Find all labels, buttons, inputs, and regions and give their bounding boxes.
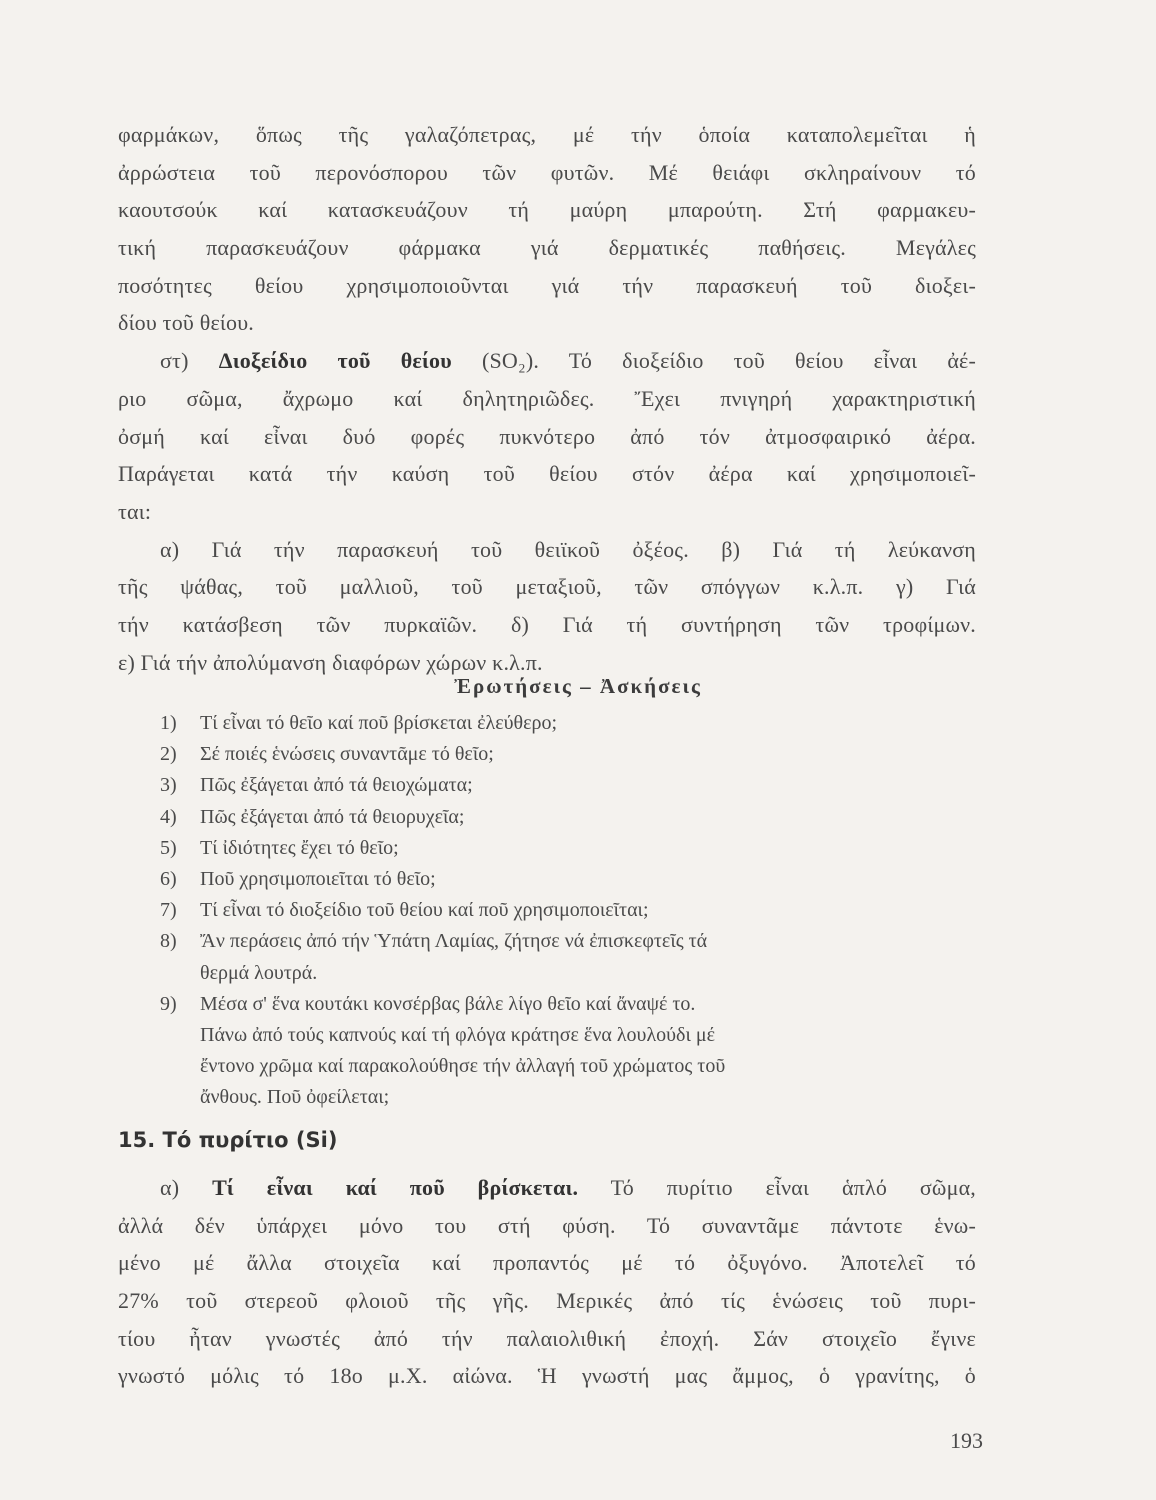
question-number: 4)	[160, 805, 177, 828]
question-continuation	[160, 1051, 960, 1082]
text-line	[118, 1169, 976, 1207]
question-item	[160, 926, 960, 957]
text-line: ριο σῶμα, ἄχρωμο καί δηλητηριῶδες. Ἔχει πνιγηρή χαρακτηριστική	[118, 385, 976, 411]
text-line: ται:	[118, 498, 152, 524]
question-text: Ἄν περάσεις ἀπό τήν Ὑπάτη Λαμίας, ζήτησε νά ἐπισκεφτεῖς τά	[200, 930, 708, 953]
question-text: Πῶς ἐξάγεται ἀπό τά θειοχώματα;	[200, 774, 473, 797]
section-heading: 15. Τό πυρίτιο (Si)	[118, 1128, 338, 1152]
text-line	[118, 342, 976, 380]
question-continuation	[160, 1020, 960, 1051]
question-number: 1)	[160, 712, 177, 734]
text-line: τίου ἦταν γνωστές ἀπό τήν παλαιολιθική ἐποχή. Σάν στοιχεῖο ἔγινε	[118, 1325, 976, 1351]
text-line: ε) Γιά τήν ἀπολύμανση διαφόρων χώρων κ.λ.π.	[118, 649, 543, 675]
question-item	[160, 989, 960, 1020]
text-line: καουτσούκ καί κατασκευάζουν τή μαύρη μπαρούτη. Στή φαρμακευ-	[118, 197, 976, 223]
text-line: ποσότητες θείου χρησιμοποιοῦνται γιά τήν παρασκευή τοῦ διοξει-	[118, 272, 976, 298]
question-item	[160, 708, 960, 739]
text-span: Τό πυρίτιο εἶναι ἁπλό σῶμα,	[578, 1175, 977, 1200]
text-line: μένο μέ ἄλλα στοιχεῖα καί προπαντός μέ τό ὀξυγόνο. Ἀποτελεῖ τό	[118, 1250, 976, 1276]
question-item	[160, 802, 960, 833]
question-continuation	[160, 958, 960, 989]
question-item	[160, 739, 960, 770]
text-line: γνωστό μόλις τό 18ο μ.Χ. αἰώνα. Ἡ γνωστή μας ἄμμος, ὁ γρανίτης, ὁ	[118, 1363, 976, 1389]
question-text: Τί ἰδιότητες ἔχει τό θεῖο;	[200, 836, 399, 859]
question-text: Πῶς ἐξάγεται ἀπό τά θειορυχεῖα;	[200, 805, 465, 828]
question-text: ἄνθους. Ποῦ ὀφείλεται;	[200, 1086, 390, 1109]
questions-list	[160, 708, 960, 1113]
question-item	[160, 770, 960, 801]
term-bold: Διοξείδιο τοῦ θείου	[218, 348, 452, 374]
item-marker: στ)	[160, 348, 219, 374]
text-line: ἀλλά δέν ὑπάρχει μόνο του στή φύση. Τό συναντᾶμε πάντοτε ἑνω-	[118, 1212, 976, 1238]
item-marker: α)	[160, 1175, 213, 1200]
question-number: 2)	[160, 743, 177, 766]
question-text: Σέ ποιές ἑνώσεις συναντᾶμε τό θεῖο;	[200, 743, 494, 766]
question-item	[160, 833, 960, 864]
text-line: τῆς ψάθας, τοῦ μαλλιοῦ, τοῦ μεταξιοῦ, τῶν σπόγγων κ.λ.π. γ) Γιά	[118, 574, 976, 600]
question-text: ἔντονο χρῶμα καί παρακολούθησε τήν ἀλλαγή τοῦ χρώματος τοῦ	[200, 1055, 726, 1078]
question-text: Ποῦ χρησιμοποιεῖται τό θεῖο;	[200, 867, 436, 890]
question-number: 5)	[160, 836, 177, 859]
question-number: 9)	[160, 992, 177, 1015]
text-line: 27% τοῦ στερεοῦ φλοιοῦ τῆς γῆς. Μερικές ἀπό τίς ἑνώσεις τοῦ πυρι-	[118, 1288, 976, 1314]
question-text: θερμά λουτρά.	[200, 961, 318, 984]
question-text: Μέσα σ' ἕνα κουτάκι κονσέρβας βάλε λίγο θεῖο καί ἄναψέ το.	[200, 992, 696, 1015]
term-bold: Τί εἶναι καί ποῦ βρίσκεται.	[212, 1175, 579, 1200]
question-continuation	[160, 1082, 960, 1113]
question-text: Πάνω ἀπό τούς καπνούς καί τή φλόγα κράτησε ἕνα λουλούδι μέ	[200, 1023, 715, 1046]
text-line: Παράγεται κατά τήν καύση τοῦ θείου στόν ἀέρα καί χρησιμοποιεῖ-	[118, 461, 976, 487]
question-number: 6)	[160, 867, 177, 890]
question-item	[160, 895, 960, 926]
text-line: ἀρρώστεια τοῦ περονόσπορου τῶν φυτῶν. Μέ θειάφι σκληραίνουν τό	[118, 159, 976, 185]
text-span: (SO₂). Τό διοξείδιο τοῦ θείου εἶναι ἀέ-	[451, 348, 977, 374]
paragraph-silicon	[118, 1169, 976, 1395]
question-text: Τί εἶναι τό διοξείδιο τοῦ θείου καί ποῦ χρησιμοποιεῖται;	[200, 899, 649, 922]
text-line: δίου τοῦ θείου.	[118, 310, 254, 336]
page-number: 193	[950, 1428, 983, 1453]
text-line: α) Γιά τήν παρασκευή τοῦ θειϊκοῦ ὀξέος. β) Γιά τή λεύκανση	[160, 536, 976, 562]
question-number: 8)	[160, 930, 177, 953]
question-number: 3)	[160, 774, 177, 797]
text-line: τήν κατάσβεση τῶν πυρκαϊῶν. δ) Γιά τή συντήρηση τῶν τροφίμων.	[118, 611, 976, 637]
question-number: 7)	[160, 899, 177, 922]
paragraph-fertilizers	[118, 116, 976, 681]
text-line: ὀσμή καί εἶναι δυό φορές πυκνότερο ἀπό τόν ἀτμοσφαιρικό ἀέρα.	[118, 423, 976, 449]
text-line: τική παρασκευάζουν φάρμακα γιά δερματικές παθήσεις. Μεγάλες	[118, 235, 976, 261]
question-item	[160, 864, 960, 895]
text-line: φαρμάκων, ὅπως τῆς γαλαζόπετρας, μέ τήν ὁποία καταπολεμεῖται ἡ	[118, 122, 976, 147]
questions-heading: Ἐρωτήσεις – Ἀσκήσεις	[454, 674, 702, 698]
question-text: Τί εἶναι τό θεῖο καί ποῦ βρίσκεται ἐλεύθερο;	[200, 712, 558, 734]
